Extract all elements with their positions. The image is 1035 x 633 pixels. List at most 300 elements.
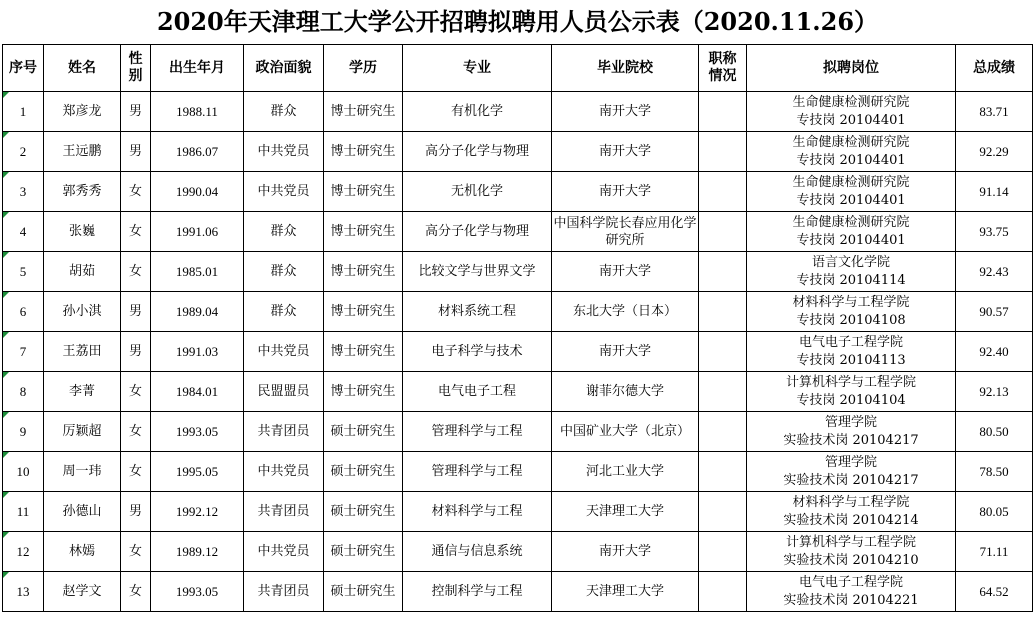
cell-major-text: 材料系统工程 <box>437 304 516 319</box>
header-birth: 出生年月 <box>151 45 244 92</box>
cell-degree <box>324 332 403 372</box>
cell-politics <box>244 572 324 612</box>
position-code: 专技岗 20104108 <box>796 312 906 328</box>
cell-major <box>403 292 552 332</box>
cell-score-text: 71.11 <box>979 544 1009 559</box>
cell-name <box>44 572 121 612</box>
cell-degree <box>324 132 403 172</box>
cell-politics-text: 中共党员 <box>257 184 310 199</box>
cell-school-text: 南开大学 <box>598 264 651 279</box>
cell-gender-text: 女 <box>128 184 142 199</box>
cell-birth-text: 1989.12 <box>175 544 219 559</box>
cell-birth-text: 1986.07 <box>175 144 219 159</box>
cell-gender <box>121 332 151 372</box>
cell-score-text: 80.05 <box>979 504 1009 519</box>
cell-degree-text: 博士研究生 <box>330 344 396 359</box>
cell-gender-text: 女 <box>128 424 142 439</box>
cell-birth <box>151 452 244 492</box>
cell-degree <box>324 572 403 612</box>
cell-birth-text: 1984.01 <box>175 384 219 399</box>
cell-degree <box>324 92 403 132</box>
cell-no <box>3 412 44 452</box>
cell-score <box>956 212 1033 252</box>
cell-name <box>44 92 121 132</box>
cell-no-text: 6 <box>19 304 27 319</box>
cell-position <box>747 532 956 572</box>
cell-name <box>44 492 121 532</box>
cell-title-status <box>699 252 747 292</box>
cell-school <box>552 412 699 452</box>
cell-no <box>3 252 44 292</box>
table-row <box>3 212 1033 252</box>
cell-school <box>552 372 699 412</box>
cell-birth-text: 1993.05 <box>175 424 219 439</box>
header-name: 姓名 <box>44 45 121 92</box>
cell-birth <box>151 132 244 172</box>
cell-gender <box>121 292 151 332</box>
cell-politics <box>244 532 324 572</box>
cell-birth <box>151 412 244 452</box>
cell-major-text: 管理科学与工程 <box>431 464 523 479</box>
cell-corner-marker <box>3 572 9 578</box>
position-code: 专技岗 20104401 <box>796 152 906 168</box>
cell-corner-marker <box>3 412 9 418</box>
cell-corner-marker <box>3 132 9 138</box>
cell-title-status <box>699 372 747 412</box>
cell-school <box>552 332 699 372</box>
cell-gender-text: 女 <box>128 224 142 239</box>
cell-school-text: 天津理工大学 <box>585 584 664 599</box>
cell-degree-text: 硕士研究生 <box>330 544 396 559</box>
cell-no <box>3 572 44 612</box>
cell-major <box>403 252 552 292</box>
cell-name-text: 林嫣 <box>68 544 95 559</box>
cell-school <box>552 92 699 132</box>
cell-major-text: 电气电子工程 <box>437 384 516 399</box>
cell-no <box>3 212 44 252</box>
cell-school <box>552 252 699 292</box>
cell-school-text: 南开大学 <box>598 184 651 199</box>
cell-name <box>44 132 121 172</box>
position-code: 实验技术岗 20104221 <box>783 592 919 608</box>
position-code: 实验技术岗 20104217 <box>783 432 919 448</box>
cell-birth-text: 1989.04 <box>175 304 219 319</box>
cell-gender-text: 男 <box>128 344 142 359</box>
cell-degree-text: 硕士研究生 <box>330 464 396 479</box>
cell-politics <box>244 252 324 292</box>
cell-position <box>747 452 956 492</box>
cell-title-status <box>699 132 747 172</box>
table-row <box>3 532 1033 572</box>
cell-position <box>747 572 956 612</box>
header-position: 拟聘岗位 <box>747 45 956 92</box>
cell-position <box>747 292 956 332</box>
cell-name-text: 王远鹏 <box>62 144 102 159</box>
cell-position <box>747 372 956 412</box>
cell-name-text: 赵学文 <box>62 584 102 599</box>
cell-gender <box>121 252 151 292</box>
cell-title-status <box>699 292 747 332</box>
cell-no-text: 7 <box>19 344 27 359</box>
table-row <box>3 252 1033 292</box>
cell-degree <box>324 492 403 532</box>
cell-position <box>747 252 956 292</box>
cell-position <box>747 132 956 172</box>
cell-score <box>956 372 1033 412</box>
cell-school-text: 中国矿业大学（北京） <box>559 424 690 439</box>
table-row <box>3 92 1033 132</box>
table-row <box>3 372 1033 412</box>
cell-major <box>403 532 552 572</box>
cell-title-status <box>699 332 747 372</box>
cell-major-text: 材料科学与工程 <box>431 504 523 519</box>
cell-no-text: 10 <box>16 464 30 479</box>
cell-degree-text: 博士研究生 <box>330 184 396 199</box>
cell-name-text: 张巍 <box>68 224 95 239</box>
cell-score-text: 92.29 <box>979 144 1009 159</box>
position-dept: 材料科学与工程学院 <box>792 294 910 310</box>
cell-no <box>3 172 44 212</box>
cell-score <box>956 92 1033 132</box>
cell-degree <box>324 252 403 292</box>
cell-degree-text: 硕士研究生 <box>330 584 396 599</box>
position-dept: 生命健康检测研究院 <box>792 214 910 230</box>
cell-score-text: 92.43 <box>979 264 1009 279</box>
cell-position <box>747 412 956 452</box>
position-code: 专技岗 20104401 <box>796 112 906 128</box>
cell-score-text: 83.71 <box>979 104 1009 119</box>
position-dept: 生命健康检测研究院 <box>792 94 910 110</box>
cell-degree <box>324 172 403 212</box>
cell-no-text: 3 <box>19 184 27 199</box>
cell-degree <box>324 452 403 492</box>
cell-no-text: 13 <box>16 584 30 599</box>
cell-title-status <box>699 212 747 252</box>
position-dept: 管理学院 <box>824 454 877 470</box>
cell-name <box>44 172 121 212</box>
cell-birth <box>151 292 244 332</box>
position-code: 实验技术岗 20104210 <box>783 552 919 568</box>
cell-school-text: 河北工业大学 <box>585 464 664 479</box>
cell-politics-text: 中共党员 <box>257 344 310 359</box>
cell-title-status <box>699 412 747 452</box>
cell-major-text: 无机化学 <box>450 184 503 199</box>
cell-corner-marker <box>3 92 9 98</box>
cell-score <box>956 132 1033 172</box>
cell-name-text: 厉颖超 <box>62 424 102 439</box>
page-title: 2020年天津理工大学公开招聘拟聘用人员公示表（2020.11.26） <box>156 7 879 36</box>
cell-politics <box>244 212 324 252</box>
cell-score-text: 92.40 <box>979 344 1009 359</box>
cell-major <box>403 132 552 172</box>
cell-birth-text: 1993.05 <box>175 584 219 599</box>
cell-no <box>3 292 44 332</box>
cell-birth <box>151 532 244 572</box>
cell-politics <box>244 92 324 132</box>
cell-no <box>3 492 44 532</box>
cell-school <box>552 172 699 212</box>
cell-corner-marker <box>3 492 9 498</box>
cell-gender-text: 女 <box>128 264 142 279</box>
cell-gender-text: 男 <box>128 104 142 119</box>
cell-politics <box>244 492 324 532</box>
cell-no <box>3 92 44 132</box>
cell-score-text: 91.14 <box>979 184 1009 199</box>
cell-gender <box>121 492 151 532</box>
recruitment-table <box>2 44 1033 612</box>
cell-name <box>44 452 121 492</box>
cell-birth <box>151 92 244 132</box>
position-dept: 生命健康检测研究院 <box>792 174 910 190</box>
cell-corner-marker <box>3 292 9 298</box>
cell-politics-text: 群众 <box>270 264 297 279</box>
cell-degree-text: 博士研究生 <box>330 144 396 159</box>
cell-politics-text: 共青团员 <box>257 504 310 519</box>
cell-major <box>403 412 552 452</box>
cell-name-text: 郭秀秀 <box>62 184 102 199</box>
cell-score <box>956 292 1033 332</box>
cell-no-text: 11 <box>16 504 30 519</box>
cell-school <box>552 532 699 572</box>
cell-corner-marker <box>3 252 9 258</box>
cell-major-text: 通信与信息系统 <box>431 544 523 559</box>
cell-birth-text: 1995.05 <box>175 464 219 479</box>
header-gender: 性别 <box>121 45 151 92</box>
cell-score-text: 92.13 <box>979 384 1009 399</box>
cell-politics <box>244 172 324 212</box>
cell-gender <box>121 572 151 612</box>
cell-birth <box>151 172 244 212</box>
cell-degree-text: 博士研究生 <box>330 264 396 279</box>
cell-position <box>747 212 956 252</box>
cell-gender-text: 男 <box>128 304 142 319</box>
cell-score-text: 64.52 <box>979 584 1009 599</box>
cell-position <box>747 172 956 212</box>
cell-gender <box>121 452 151 492</box>
position-code: 专技岗 20104114 <box>796 272 906 288</box>
cell-major <box>403 332 552 372</box>
cell-title-status <box>699 532 747 572</box>
header-no: 序号 <box>3 45 44 92</box>
cell-gender <box>121 412 151 452</box>
position-dept: 语言文化学院 <box>811 254 890 270</box>
cell-gender <box>121 172 151 212</box>
header-school: 毕业院校 <box>552 45 699 92</box>
position-dept: 材料科学与工程学院 <box>792 494 910 510</box>
cell-birth-text: 1992.12 <box>175 504 219 519</box>
cell-no <box>3 452 44 492</box>
cell-birth-text: 1991.06 <box>175 224 219 239</box>
cell-birth <box>151 332 244 372</box>
cell-name-text: 孙德山 <box>62 504 102 519</box>
cell-degree-text: 博士研究生 <box>330 104 396 119</box>
position-dept: 电气电子工程学院 <box>798 334 903 350</box>
position-code: 实验技术岗 20104217 <box>783 472 919 488</box>
cell-degree-text: 博士研究生 <box>330 304 396 319</box>
cell-no <box>3 332 44 372</box>
cell-title-status <box>699 92 747 132</box>
cell-politics-text: 共青团员 <box>257 584 310 599</box>
cell-major <box>403 492 552 532</box>
cell-degree <box>324 412 403 452</box>
cell-no-text: 2 <box>19 144 27 159</box>
cell-school-text: 南开大学 <box>598 344 651 359</box>
cell-major <box>403 372 552 412</box>
cell-name <box>44 372 121 412</box>
cell-name-text: 孙小淇 <box>62 304 102 319</box>
cell-title-status <box>699 572 747 612</box>
cell-no-text: 4 <box>19 224 27 239</box>
cell-major <box>403 212 552 252</box>
cell-name <box>44 532 121 572</box>
table-body <box>3 92 1033 612</box>
cell-major <box>403 572 552 612</box>
position-code: 专技岗 20104104 <box>796 392 906 408</box>
cell-corner-marker <box>3 532 9 538</box>
cell-politics-text: 共青团员 <box>257 424 310 439</box>
cell-score <box>956 532 1033 572</box>
cell-name <box>44 252 121 292</box>
cell-gender-text: 男 <box>128 504 142 519</box>
cell-school <box>552 572 699 612</box>
cell-name <box>44 412 121 452</box>
cell-major-text: 比较文学与世界文学 <box>418 264 536 279</box>
table-row <box>3 412 1033 452</box>
cell-gender-text: 女 <box>128 384 142 399</box>
cell-birth <box>151 572 244 612</box>
cell-degree-text: 博士研究生 <box>330 224 396 239</box>
cell-politics <box>244 372 324 412</box>
cell-degree-text: 硕士研究生 <box>330 504 396 519</box>
position-dept: 生命健康检测研究院 <box>792 134 910 150</box>
cell-name <box>44 332 121 372</box>
cell-major-text: 控制科学与工程 <box>431 584 523 599</box>
cell-major <box>403 452 552 492</box>
cell-corner-marker <box>3 452 9 458</box>
cell-birth-text: 1985.01 <box>175 264 219 279</box>
cell-major-text: 管理科学与工程 <box>431 424 523 439</box>
cell-major-text: 高分子化学与物理 <box>424 224 529 239</box>
cell-school <box>552 492 699 532</box>
cell-degree <box>324 532 403 572</box>
position-dept: 计算机科学与工程学院 <box>785 374 916 390</box>
header-row <box>3 45 1033 92</box>
cell-birth-text: 1990.04 <box>175 184 219 199</box>
cell-gender-text: 男 <box>128 144 142 159</box>
cell-birth <box>151 212 244 252</box>
cell-degree <box>324 292 403 332</box>
cell-no-text: 12 <box>16 544 30 559</box>
cell-corner-marker <box>3 212 9 218</box>
header-major: 专业 <box>403 45 552 92</box>
cell-score-text: 90.57 <box>979 304 1009 319</box>
position-dept: 管理学院 <box>824 414 877 430</box>
position-dept: 电气电子工程学院 <box>798 574 903 590</box>
cell-politics-text: 群众 <box>270 104 297 119</box>
cell-degree-text: 硕士研究生 <box>330 424 396 439</box>
cell-politics <box>244 332 324 372</box>
cell-major-text: 有机化学 <box>450 104 503 119</box>
table-row <box>3 132 1033 172</box>
cell-birth <box>151 252 244 292</box>
header-score: 总成绩 <box>956 45 1033 92</box>
position-code: 实验技术岗 20104214 <box>783 512 919 528</box>
cell-score <box>956 252 1033 292</box>
cell-birth-text: 1988.11 <box>176 104 218 119</box>
cell-birth <box>151 492 244 532</box>
cell-degree <box>324 212 403 252</box>
cell-politics <box>244 132 324 172</box>
position-dept: 计算机科学与工程学院 <box>785 534 916 550</box>
table-row <box>3 492 1033 532</box>
cell-gender-text: 女 <box>128 464 142 479</box>
cell-score <box>956 452 1033 492</box>
cell-name-text: 李菁 <box>68 384 95 399</box>
cell-politics-text: 群众 <box>270 224 297 239</box>
cell-no-text: 5 <box>19 264 27 279</box>
cell-position <box>747 332 956 372</box>
cell-major <box>403 92 552 132</box>
cell-degree <box>324 372 403 412</box>
cell-score <box>956 172 1033 212</box>
cell-birth <box>151 372 244 412</box>
cell-name <box>44 292 121 332</box>
cell-politics <box>244 412 324 452</box>
cell-school-text: 南开大学 <box>598 144 651 159</box>
cell-no <box>3 372 44 412</box>
cell-degree-text: 博士研究生 <box>330 384 396 399</box>
cell-gender-text: 女 <box>128 584 142 599</box>
cell-score-text: 93.75 <box>979 224 1009 239</box>
cell-school-text: 谢菲尔德大学 <box>585 384 664 399</box>
cell-title-status <box>699 492 747 532</box>
cell-gender <box>121 92 151 132</box>
cell-school-text: 南开大学 <box>598 544 651 559</box>
cell-gender-text: 女 <box>128 544 142 559</box>
cell-score <box>956 332 1033 372</box>
table-row <box>3 292 1033 332</box>
header-politics: 政治面貌 <box>244 45 324 92</box>
table-row <box>3 332 1033 372</box>
cell-score-text: 80.50 <box>979 424 1009 439</box>
cell-politics <box>244 292 324 332</box>
cell-gender <box>121 132 151 172</box>
header-degree: 学历 <box>324 45 403 92</box>
cell-no-text: 9 <box>19 424 27 439</box>
cell-name-text: 胡茹 <box>68 264 95 279</box>
cell-no <box>3 532 44 572</box>
cell-school-text: 南开大学 <box>598 104 651 119</box>
table-row <box>3 172 1033 212</box>
cell-title-status <box>699 172 747 212</box>
cell-score <box>956 492 1033 532</box>
cell-score-text: 78.50 <box>979 464 1009 479</box>
cell-name-text: 王荔田 <box>62 344 102 359</box>
cell-no <box>3 132 44 172</box>
cell-corner-marker <box>3 372 9 378</box>
cell-position <box>747 492 956 532</box>
cell-gender <box>121 212 151 252</box>
cell-school-text: 中国科学院长春应用化学研究所 <box>553 215 697 248</box>
cell-politics-text: 中共党员 <box>257 544 310 559</box>
cell-score <box>956 572 1033 612</box>
cell-politics-text: 民盟盟员 <box>257 384 310 399</box>
cell-gender <box>121 372 151 412</box>
cell-school <box>552 132 699 172</box>
cell-gender <box>121 532 151 572</box>
position-code: 专技岗 20104401 <box>796 192 906 208</box>
cell-name <box>44 212 121 252</box>
